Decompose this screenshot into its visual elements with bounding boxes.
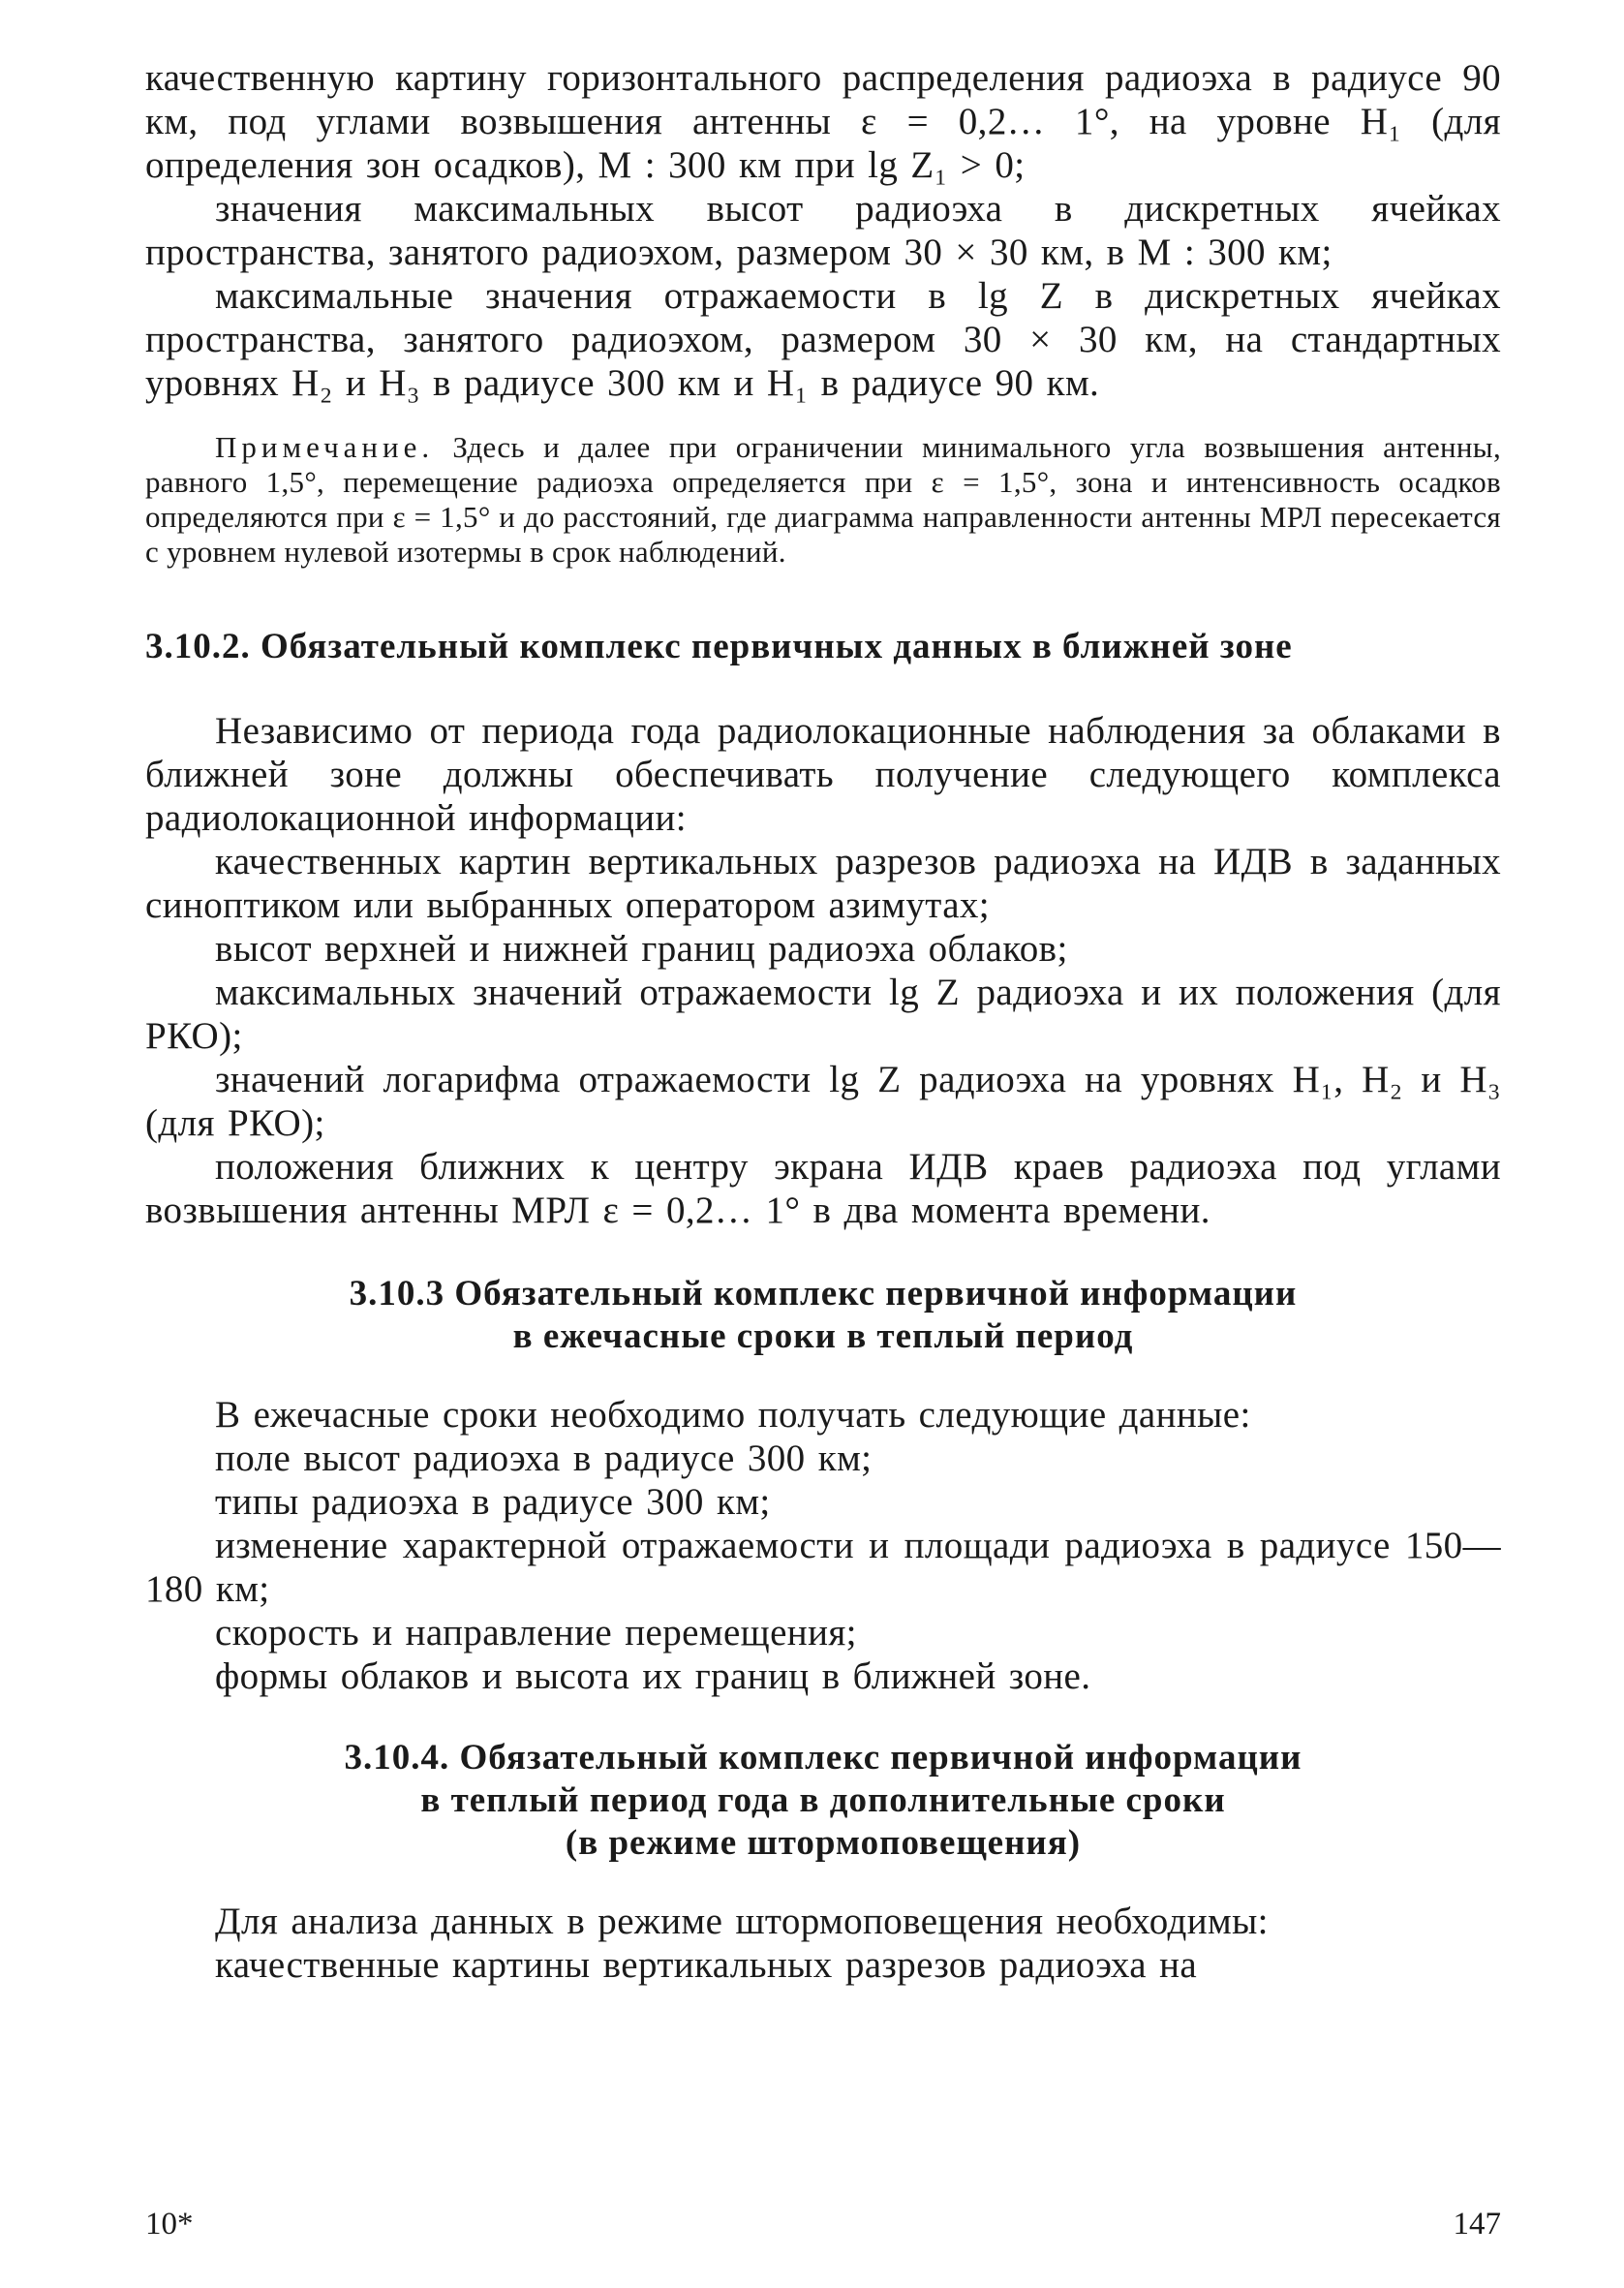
list-item: формы облаков и высота их границ в ближней зоне. (215, 1655, 1091, 1697)
section-3-10-3-intro: В ежечасные сроки необходимо получать следующие данные: (215, 1394, 1251, 1436)
list-item: положения ближних к центру экрана ИДВ краев радиоэха под углами возвышения антенны МРЛ ε = 0,2… 1° в два момента времени. (145, 1146, 1501, 1231)
section-3-10-4-intro: Для анализа данных в режиме штормоповещения необходимы: (215, 1901, 1269, 1942)
list-item: максимальных значений отражаемости lg Z радиоэха и их положения (для РКО); (145, 972, 1501, 1057)
note-label: Примечание. (215, 430, 435, 464)
note-paragraph (145, 430, 1501, 570)
list-item: значений логарифма отражаемости lg Z радиоэха на уровнях H₁, H₂ и H₃ (для РКО); (145, 1059, 1501, 1144)
list-item: качественных картин вертикальных разрезов радиоэха на ИДВ в заданных синоптиком или выбранных оператором азимутах; (145, 841, 1501, 926)
list-item: изменение характерной отражаемости и площади радиоэха в радиусе 150—180 км; (145, 1525, 1501, 1610)
paragraph-horizontal-distribution: качественную картину горизонтального распределения радиоэха в радиусе 90 км, под углами возвышения антенны ε = 0,2… 1°, на уровне H₁ (для определения зон осадков), М : 300 км при lg Z₁ > 0; (145, 57, 1501, 186)
signature-mark: 10* (145, 2207, 194, 2242)
page-body (145, 56, 1501, 1987)
page-footer (145, 2207, 1501, 2242)
list-item: высот верхней и нижней границ радиоэха облаков; (215, 928, 1068, 970)
heading-line: в теплый период года в дополнительные сроки (420, 1780, 1226, 1820)
page-number: 147 (1453, 2207, 1501, 2242)
list-item: поле высот радиоэха в радиусе 300 км; (215, 1438, 873, 1479)
section-heading-3-10-4 (145, 1737, 1501, 1865)
heading-line: в ежечасные сроки в теплый период (512, 1316, 1134, 1356)
section-3-10-2-intro: Независимо от периода года радиолокационные наблюдения за облаками в ближней зоне должны обеспечивать получение следующего комплекса радиолокационной информации: (145, 710, 1501, 839)
heading-line: (в режиме штормоповещения) (565, 1823, 1082, 1863)
section-heading-3-10-3 (145, 1273, 1501, 1358)
heading-line: 3.10.4. Обязательный комплекс первичной информации (344, 1738, 1302, 1778)
list-item: качественные картины вертикальных разрезов радиоэха на (215, 1944, 1198, 1986)
list-item: типы радиоэха в радиусе 300 км; (215, 1481, 771, 1523)
heading-line: 3.10.3 Обязательный комплекс первичной информации (349, 1274, 1298, 1314)
list-item: скорость и направление перемещения; (215, 1612, 857, 1654)
section-heading-3-10-2: 3.10.2. Обязательный комплекс первичных данных в ближней зоне (145, 627, 1293, 666)
paragraph-max-reflectivity: максимальные значения отражаемости в lg Z в дискретных ячейках пространства, занятого радиоэхом, размером 30 × 30 км, на стандартных уровнях H₂ и H₃ в радиусе 300 км и H₁ в радиусе 90 км. (145, 275, 1501, 404)
paragraph-max-heights: значения максимальных высот радиоэха в дискретных ячейках пространства, занятого радиоэхом, размером 30 × 30 км, в М : 300 км; (145, 188, 1501, 273)
note-text: Здесь и далее при ограничении минимального угла возвышения антенны, равного 1,5°, перемещение радиоэха определяется при ε = 1,5°, зона и интенсивность осадков определяются при ε = 1,5° и до расстояний, где диаграмма направленности антенны МРЛ пересекается с уровнем нулевой изотермы в срок наблюдений. (145, 430, 1501, 569)
